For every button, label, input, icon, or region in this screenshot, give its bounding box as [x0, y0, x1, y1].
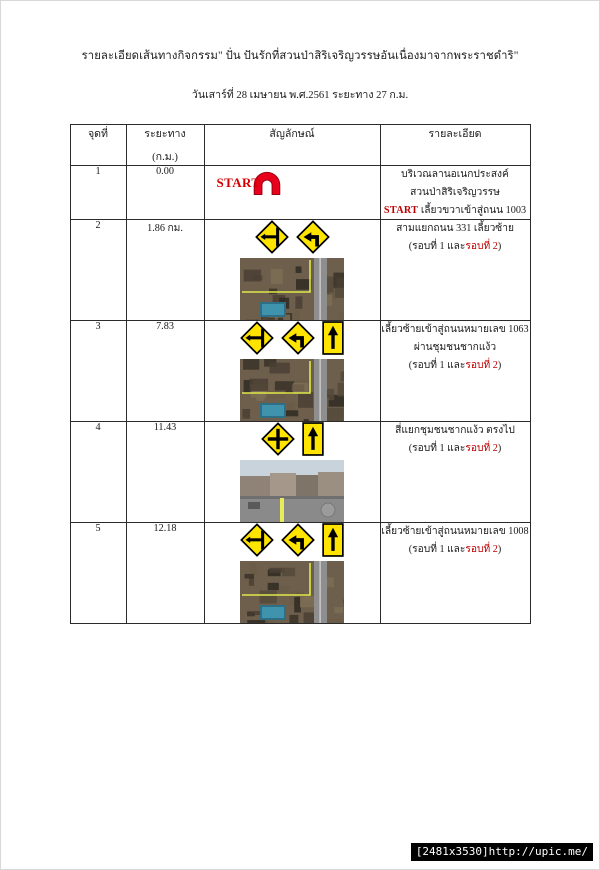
crossroad-sign-icon [261, 422, 295, 456]
cell-detail [380, 422, 530, 523]
table-row [70, 523, 530, 624]
photo-thumbnail [205, 359, 380, 421]
detail-line: บริเวณลานอเนกประสงค์ [401, 168, 509, 180]
straight-ahead-sign-icon [322, 321, 344, 355]
round-note [381, 357, 530, 375]
header-distance-unit: (ก.ม.) [152, 151, 178, 163]
detail-line: สี่แยกชุมชนชากแง้ว ตรงไป [395, 425, 515, 437]
round-note-suffix: ) [497, 544, 502, 556]
round-note-prefix: (รอบที่ 1 และ [408, 544, 466, 556]
table-row [70, 220, 530, 321]
round-note [381, 541, 530, 559]
cell-index: 2 [70, 220, 126, 321]
t-junction-left-sign-icon [240, 523, 274, 557]
photo-thumbnail [205, 258, 380, 320]
table-header [70, 124, 530, 165]
symbol-row [205, 220, 380, 254]
symbol-row [205, 422, 380, 456]
round-note-prefix: (รอบที่ 1 และ [408, 360, 466, 372]
cell-distance: 7.83 [126, 321, 204, 422]
cell-index: 4 [70, 422, 126, 523]
round-note-prefix: (รอบที่ 1 และ [408, 241, 466, 253]
symbol-row [205, 321, 380, 355]
cell-index: 1 [70, 165, 126, 220]
straight-ahead-sign-icon [322, 523, 344, 557]
round-note-suffix: ) [497, 241, 502, 253]
watermark: [2481x3530]http://upic.me/ [411, 843, 593, 861]
document-body [1, 1, 599, 624]
detail-line [381, 202, 530, 220]
cell-distance: 12.18 [126, 523, 204, 624]
cell-index: 5 [70, 523, 126, 624]
turn-left-sign-icon [281, 321, 315, 355]
straight-ahead-sign-icon [302, 422, 324, 456]
table-body [70, 165, 530, 624]
table-row [70, 422, 530, 523]
header-distance-label: ระยะทาง [144, 128, 186, 140]
t-junction-left-sign-icon [255, 220, 289, 254]
document-subtitle: วันเสาร์ที่ 28 เมษายน พ.ศ.2561 ระยะทาง 27 ก.ม. [191, 89, 409, 101]
table-row [70, 321, 530, 422]
photo-thumbnail [205, 460, 380, 522]
cell-index: 3 [70, 321, 126, 422]
cell-symbol [204, 523, 380, 624]
turn-left-sign-icon [281, 523, 315, 557]
round-note-prefix: (รอบที่ 1 และ [408, 443, 466, 455]
table-row [70, 165, 530, 220]
document-title: รายละเอียดเส้นทางกิจกรรม" ปั่น ปันรักที่สวนป่าสิริเจริญวรรษอันเนื่องมาจากพระราชดำริ" [81, 50, 519, 62]
cell-detail [380, 220, 530, 321]
detail-line-text: เลี้ยวขวาเข้าสู่ถนน 1003 [418, 204, 527, 216]
round-note-suffix: ) [497, 443, 502, 455]
detail-line: เลี้ยวซ้ายเข้าสู่ถนนหมายเลข 1063 [381, 324, 529, 336]
header-symbol: สัญลักษณ์ [204, 124, 380, 165]
photo-thumbnail [205, 561, 380, 623]
table-header-row [70, 124, 530, 165]
route-table [70, 124, 531, 625]
detail-line: เลี้ยวซ้ายเข้าสู่ถนนหมายเลข 1008 [381, 526, 529, 538]
header-distance [126, 124, 204, 165]
round-note [381, 440, 530, 458]
cell-detail [380, 523, 530, 624]
round-note-highlight: รอบที่ 2 [465, 241, 498, 253]
start-label: START [383, 204, 419, 216]
round-note-highlight: รอบที่ 2 [465, 544, 498, 556]
round-note-highlight: รอบที่ 2 [465, 360, 498, 372]
symbol-row [205, 166, 380, 200]
detail-line: ผ่านชุมชนชากแง้ว [413, 342, 497, 354]
cell-detail [380, 321, 530, 422]
t-junction-left-sign-icon [240, 321, 274, 355]
cell-symbol [204, 321, 380, 422]
cell-symbol [204, 422, 380, 523]
cell-symbol [204, 165, 380, 220]
round-note-highlight: รอบที่ 2 [465, 443, 498, 455]
header-index: จุดที่ [70, 124, 126, 165]
symbol-row [205, 523, 380, 557]
cell-distance: 0.00 [126, 165, 204, 220]
cell-detail [380, 165, 530, 220]
round-note [381, 238, 530, 256]
detail-line: สวนป่าสิริเจริญวรรษ [410, 186, 500, 198]
turn-left-sign-icon [296, 220, 330, 254]
cell-symbol [204, 220, 380, 321]
cell-distance: 1.86 กม. [126, 220, 204, 321]
header-detail: รายละเอียด [380, 124, 530, 165]
cell-distance: 11.43 [126, 422, 204, 523]
start-label: START [216, 174, 261, 190]
detail-line: สามแยกถนน 331 เลี้ยวซ้าย [396, 223, 514, 235]
round-note-suffix: ) [497, 360, 502, 372]
